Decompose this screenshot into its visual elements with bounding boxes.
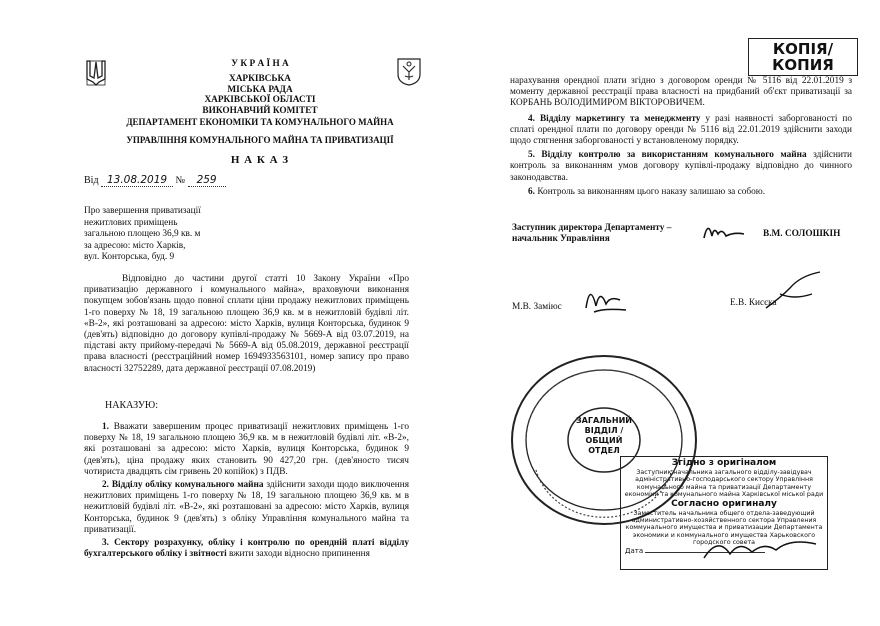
order-item-6: 6. Контроль за виконанням цього наказу залишаю за собою. [528, 186, 766, 197]
council-name: МІСЬКА РАДА [227, 84, 293, 95]
signer-position-line2: начальник Управління [512, 234, 610, 245]
certify-title-ru: Согласно оригиналу [671, 498, 777, 509]
items-right [510, 76, 852, 198]
subject-block [84, 206, 254, 264]
certify-body-ru: Заместитель начальника общего отдела-заведующий административно-хозяйственного сектора Управления коммунального имущества и приватизации Департамента экономики и коммунального имущества Харьковского городского совета [625, 509, 823, 547]
copy-stamp-line1: КОПІЯ/ [772, 40, 834, 58]
date-prefix: Від [84, 175, 99, 186]
order-word: НАКАЗУЮ: [105, 400, 158, 411]
round-stamp-inner: ЗАГАЛЬНИЙ ВІДДІЛ / ОБЩИЙ ОТДЕЛ [576, 416, 632, 455]
committee-name: ВИКОНАВЧИЙ КОМІТЕТ [202, 105, 318, 116]
department-name: ДЕПАРТАМЕНТ ЕКОНОМІКИ ТА КОМУНАЛЬНОГО МАЙНА [126, 117, 394, 127]
region-name: ХАРКІВСЬКОЇ ОБЛАСТІ [204, 95, 316, 105]
country-name: У К Р А Ї Н А [231, 59, 289, 69]
directorate-name: УПРАВЛІННЯ КОМУНАЛЬНОГО МАЙНА ТА ПРИВАТИЗАЦІЇ [126, 135, 394, 145]
number-prefix: № [175, 175, 186, 186]
subject-line: вул. Конторська, буд. 9 [84, 252, 175, 262]
signature-icon [700, 218, 748, 246]
order-item-3-cont: нарахування орендної плати згідно з договором оренди № 5116 від 22.01.2019 з моменту державної реєстрації права власності на придбаний об'єкт приватизації за КОРБАНЬ ВОЛОДИМИРОМ ВІКТОРОВИЧЕМ. [510, 76, 852, 109]
order-item-3: 3. Сектору розрахунку, обліку і контролю по орендній платі відділу бухгалтерського обліку і звітності вжити заходи відносно припинення [84, 538, 409, 560]
copy-stamp [748, 38, 858, 76]
doc-type: Н А К А З [230, 154, 290, 166]
order-item-2: 2. Відділу обліку комунального майна здійснити заходи щодо виключення нежитлових приміщень 1-го поверху № 18, 19 загальною площею 36,9 кв. м в нежитловій будівлі літ. «В-2», які розташовані за адресою: місто Харків, вулиця Конторська, будинок 9 (дев'ять) з обліку Управління комунального майна та приватизації. [84, 480, 410, 535]
subject-line: Про завершення приватизації [84, 206, 201, 216]
certify-title-ua: Згідно з оригіналом [671, 458, 777, 468]
signature-icon [580, 278, 630, 318]
subject-line: загальною площею 36,9 кв. м [84, 229, 201, 239]
order-item-4: 4. Відділу маркетингу та менеджменту у разі наявності заборгованості по сплаті орендної плати по договору оренди № 5116 від 22.01.2019 здійснити заходи щодо стягнення заборгованості у встановленому порядку. [510, 113, 853, 147]
city-name: ХАРКІВСЬКА [229, 74, 291, 84]
signer-name: В.М. СОЛОШКІН [763, 229, 841, 239]
subject-line: за адресою: місто Харків, [84, 240, 186, 251]
date-value: 13.08.2019 [101, 174, 173, 187]
certify-body-ua: Заступник начальника загального відділу-завідувач адміністративно-господарського сектору Управління комунального майна та приватизації Департаменту економіки та комунального майна Харківської міської ради [624, 469, 824, 499]
council-block [180, 74, 340, 116]
coordinator-2: Е.В. Кисєка [730, 298, 777, 308]
kharkiv-coat-of-arms-icon [397, 58, 421, 86]
order-item-5: 5. Відділу контролю за використанням комунального майна здійснити контроль за виконанням умов договору купівлі-продажу відповідно до чинного законодавства. [510, 150, 853, 183]
coordinator-1: М.В. Заміюс [512, 302, 562, 312]
certify-date-label: Дата [625, 546, 644, 555]
number-value: 259 [188, 174, 226, 187]
date-line [84, 174, 284, 187]
signature-icon [760, 268, 830, 316]
order-item-1: 1. Вважати завершеним процес приватизації нежитлових приміщень 1-го поверху № 18, 19 загальною площею 36,9 кв. м в нежитловій будівлі літ. «В-2», які розташовані за адресою: місто Харків, вулиця Конторська, будинок 9 (дев'ять), ціна продажу яких становить 90 427,20 грн. (дев'яносто тисяч чотириста двадцять сім гривень 20 копійок) з ПДВ. [84, 422, 409, 477]
copy-stamp-line2: КОПИЯ [772, 56, 834, 74]
subject-line: нежитлових приміщень [84, 217, 178, 228]
items-left [84, 422, 409, 560]
signer-position [512, 223, 712, 245]
signer-position-line1: Заступник директора Департаменту – [512, 223, 672, 233]
signature-icon [700, 530, 820, 566]
trident-icon [86, 60, 106, 86]
preamble: Відповідно до частини другої статті 10 Закону України «Про приватизацію державного і комунального майна», враховуючи виконання покупцем зобов'язань щодо повної сплати ціни продажу нежитлових приміщень 1-го поверху № 18, 19 загальною площею 36,9 кв. м в нежитловій будівлі літ. «В-2», які розташовані за адресою: місто Харків, вулиця Конторська, будинок 9 (дев'ять) відповідно до договору купівлі-продажу № 5669-А від 03.07.2019, на підставі акту прийому-передачі № 5669-А від 05.08.2019, державної реєстрації права власності (реєстраційний номер 1694933563101, номер запису про право власності 32752289, дата державної реєстрації 07.08.2019) [84, 274, 409, 374]
